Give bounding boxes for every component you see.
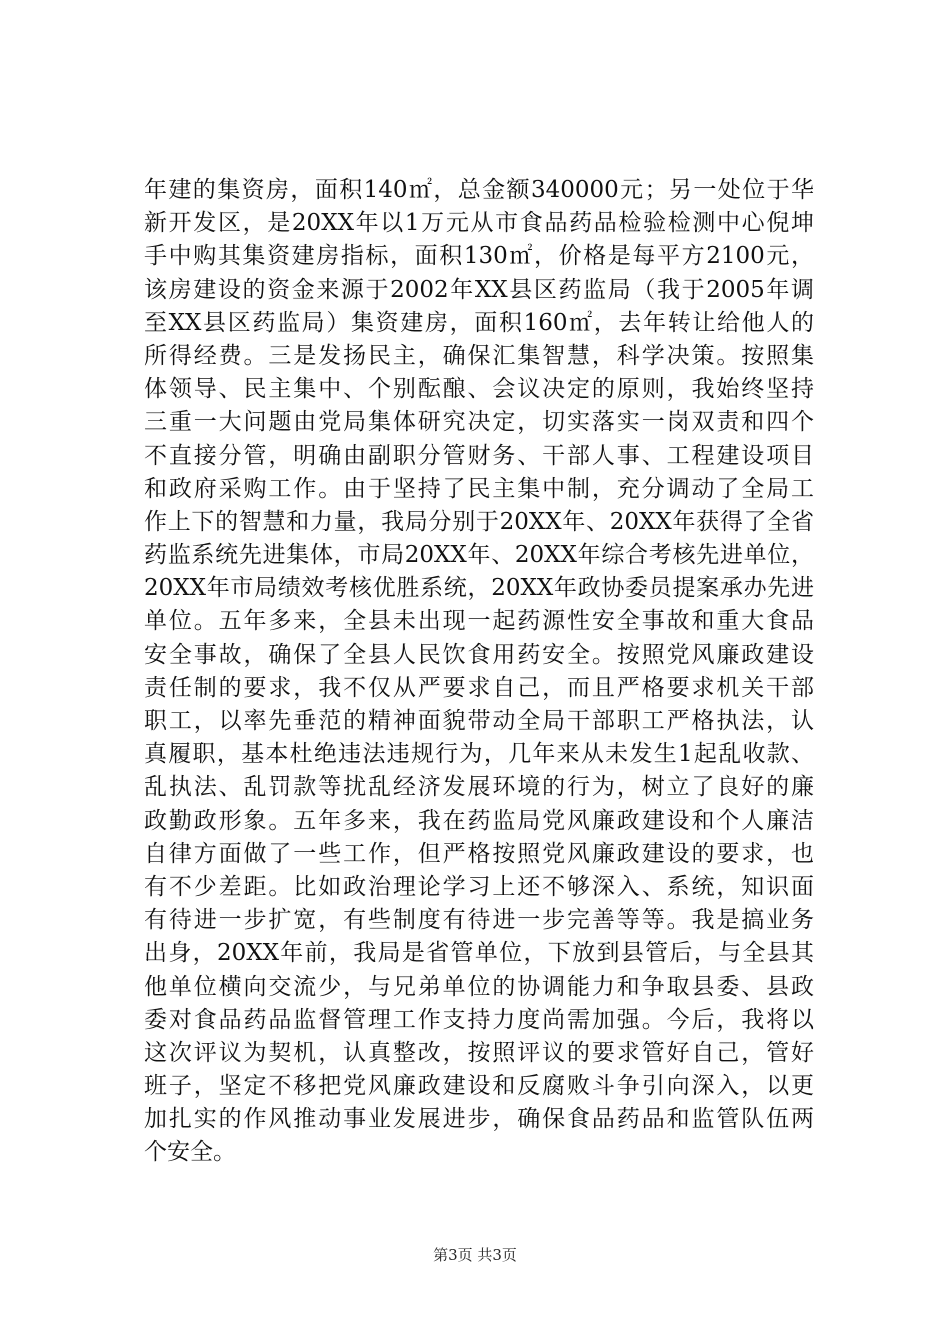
text-line: 这次评议为契机，认真整改，按照评议的要求管好自己，管好 xyxy=(144,1039,814,1066)
text-line: 班子，坚定不移把党风廉政建设和反腐败斗争引向深入，以更 xyxy=(144,1073,814,1100)
text-line: 责任制的要求，我不仅从严要求自己，而且严格要求机关干部 xyxy=(144,674,814,701)
text-line: 有不少差距。比如政治理论学习上还不够深入、系统，知识面 xyxy=(144,873,814,900)
text-line: 体领导、民主集中、个别酝酿、会议决定的原则，我始终坚持 xyxy=(144,376,814,403)
text-line: 安全事故，确保了全县人民饮食用药安全。按照党风廉政建设 xyxy=(144,641,814,668)
text-line: 年建的集资房，面积140㎡，总金额340000元；另一处位于华 xyxy=(144,177,814,203)
page-footer: 第3页 共3页 xyxy=(433,1246,517,1264)
text-line: 作上下的智慧和力量，我局分别于20XX年、20XX年获得了全省 xyxy=(144,508,814,535)
text-line: 不直接分管，明确由副职分管财务、干部人事、工程建设项目 xyxy=(144,442,814,469)
text-line: 真履职，基本杜绝违法违规行为，几年来从未发生1起乱收款、 xyxy=(144,741,814,768)
text-line: 政勤政形象。五年多来，我在药监局党风廉政建设和个人廉洁 xyxy=(144,807,814,834)
text-line: 手中购其集资建房指标，面积130㎡，价格是每平方2100元， xyxy=(144,243,814,270)
text-line: 至XX县区药监局）集资建房，面积160㎡，去年转让给他人的 xyxy=(144,309,814,336)
body-paragraph xyxy=(144,174,814,1170)
text-line: 所得经费。三是发扬民主，确保汇集智慧，科学决策。按照集 xyxy=(144,342,814,369)
text-line: 该房建设的资金来源于2002年XX县区药监局（我于2005年调 xyxy=(144,276,814,303)
text-line: 自律方面做了一些工作，但严格按照党风廉政建设的要求，也 xyxy=(144,840,814,867)
text-line: 个安全。 xyxy=(144,1139,236,1166)
text-line: 加扎实的作风推动事业发展进步，确保食品药品和监管队伍两 xyxy=(144,1106,814,1133)
text-line: 他单位横向交流少，与兄弟单位的协调能力和争取县委、县政 xyxy=(144,973,814,1000)
text-line: 有待进一步扩宽，有些制度有待进一步完善等等。我是搞业务 xyxy=(144,907,814,934)
text-line: 药监系统先进集体，市局20XX年、20XX年综合考核先进单位， xyxy=(144,542,814,569)
text-line: 20XX年市局绩效考核优胜系统，20XX年政协委员提案承办先进 xyxy=(144,575,814,602)
text-line: 委对食品药品监督管理工作支持力度尚需加强。今后，我将以 xyxy=(144,1006,814,1033)
text-line: 单位。五年多来，全县未出现一起药源性安全事故和重大食品 xyxy=(144,608,814,635)
text-line: 和政府采购工作。由于坚持了民主集中制，充分调动了全局工 xyxy=(144,475,814,502)
text-line: 乱执法、乱罚款等扰乱经济发展环境的行为，树立了良好的廉 xyxy=(144,774,814,801)
text-line: 出身，20XX年前，我局是省管单位，下放到县管后，与全县其 xyxy=(144,940,814,967)
text-line: 新开发区，是20XX年以1万元从市食品药品检验检测中心倪坤 xyxy=(144,210,814,237)
text-line: 职工，以率先垂范的精神面貌带动全局干部职工严格执法，认 xyxy=(144,708,814,734)
text-line: 三重一大问题由党局集体研究决定，切实落实一岗双责和四个 xyxy=(144,409,814,436)
